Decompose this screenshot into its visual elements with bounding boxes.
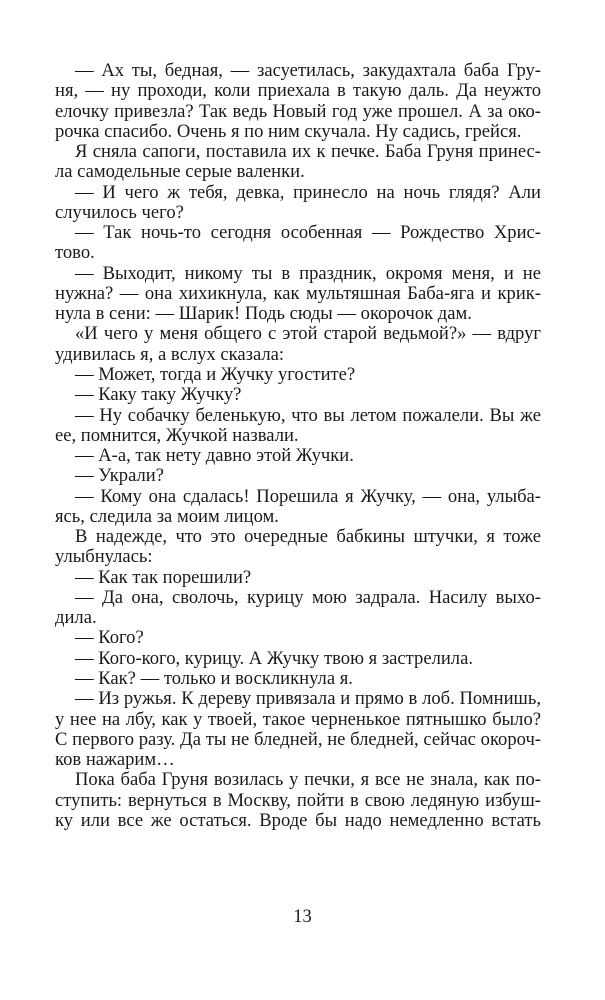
- page-number: 13: [293, 906, 312, 927]
- body-text: [55, 61, 541, 831]
- text-line: — Выходит, никому ты в праздник, окромя меня, и не: [75, 263, 541, 284]
- text-line: Пока баба Груня возилась у печки, я все не знала, как по-: [75, 770, 541, 791]
- text-line: ее, помнится, Жучкой назвали.: [55, 424, 299, 446]
- text-line: — Так ночь-то сегодня особенная — Рождество Хрис-: [75, 223, 541, 244]
- text-line: «И чего у меня общего с этой старой ведьмой?» — вдруг: [75, 324, 541, 345]
- text-line: ла самодельные серые валенки.: [55, 161, 305, 183]
- text-line: ков нажарим…: [55, 749, 175, 771]
- text-line: рочка спасибо. Очень я по ним скучала. Ну садись, грейся.: [55, 120, 522, 142]
- text-line: нужна? — она хихикнула, как мультяшная Баба-яга и крик-: [55, 283, 541, 304]
- text-line: ясь, следила за моим лицом.: [55, 505, 279, 527]
- text-line: — Кому она сдалась! Порешила я Жучку, — она, улыба-: [75, 486, 541, 507]
- text-line: нула в сени: — Шарик! Подь сюды — окорочок дам.: [55, 303, 472, 325]
- text-line: дила.: [55, 607, 97, 629]
- text-line: С первого разу. Да ты не бледней, не бледней, сейчас окороч-: [55, 729, 541, 750]
- text-line: улыбнулась:: [55, 546, 153, 568]
- text-line: — Ну собачку беленькую, что вы летом пожалели. Вы же: [75, 405, 541, 426]
- text-line: — Из ружья. К дереву привязала и прямо в лоб. Помнишь,: [75, 689, 541, 710]
- text-line: ня, — ну проходи, коли приехала в такую даль. Да неужто: [55, 81, 541, 102]
- text-line: — Как? — только и воскликнула я.: [75, 667, 353, 689]
- text-line: — А-а, так нету давно этой Жучки.: [75, 445, 354, 467]
- text-line: — И чего ж тебя, девка, принесло на ночь глядя? Али: [75, 182, 541, 203]
- text-line: — Ах ты, бедная, — засуетилась, закудахтала баба Гру-: [75, 61, 541, 81]
- text-line: Я сняла сапоги, поставила их к печке. Баба Груня принес-: [75, 142, 541, 163]
- text-line: тово.: [55, 242, 95, 264]
- text-line: ку или все же остаться. Вроде бы надо немедленно встать: [55, 810, 541, 831]
- text-line: случилось чего?: [55, 201, 184, 223]
- text-line: — Украли?: [75, 465, 165, 487]
- text-line: у нее на лбу, как у твоей, такое черненькое пятнышко было?: [55, 709, 541, 730]
- text-line: удивилась я, а вслух сказала:: [55, 343, 285, 365]
- text-line: елочку привезла? Так ведь Новый год уже прошел. А за око-: [55, 101, 541, 122]
- text-line: ступить: вернуться в Москву, пойти в свою ледяную избуш-: [55, 790, 541, 811]
- text-line: — Может, тогда и Жучку угостите?: [75, 363, 356, 385]
- text-line: — Каку таку Жучку?: [75, 384, 242, 406]
- text-line: — Да она, сволочь, курицу мою задрала. Насилу выхо-: [75, 587, 541, 608]
- text-line: — Кого-кого, курицу. А Жучку твою я застрелила.: [75, 647, 473, 669]
- text-line: — Кого?: [75, 627, 144, 649]
- text-line: — Как так порешили?: [75, 566, 252, 588]
- text-line: В надежде, что это очередные бабкины штучки, я тоже: [75, 527, 541, 548]
